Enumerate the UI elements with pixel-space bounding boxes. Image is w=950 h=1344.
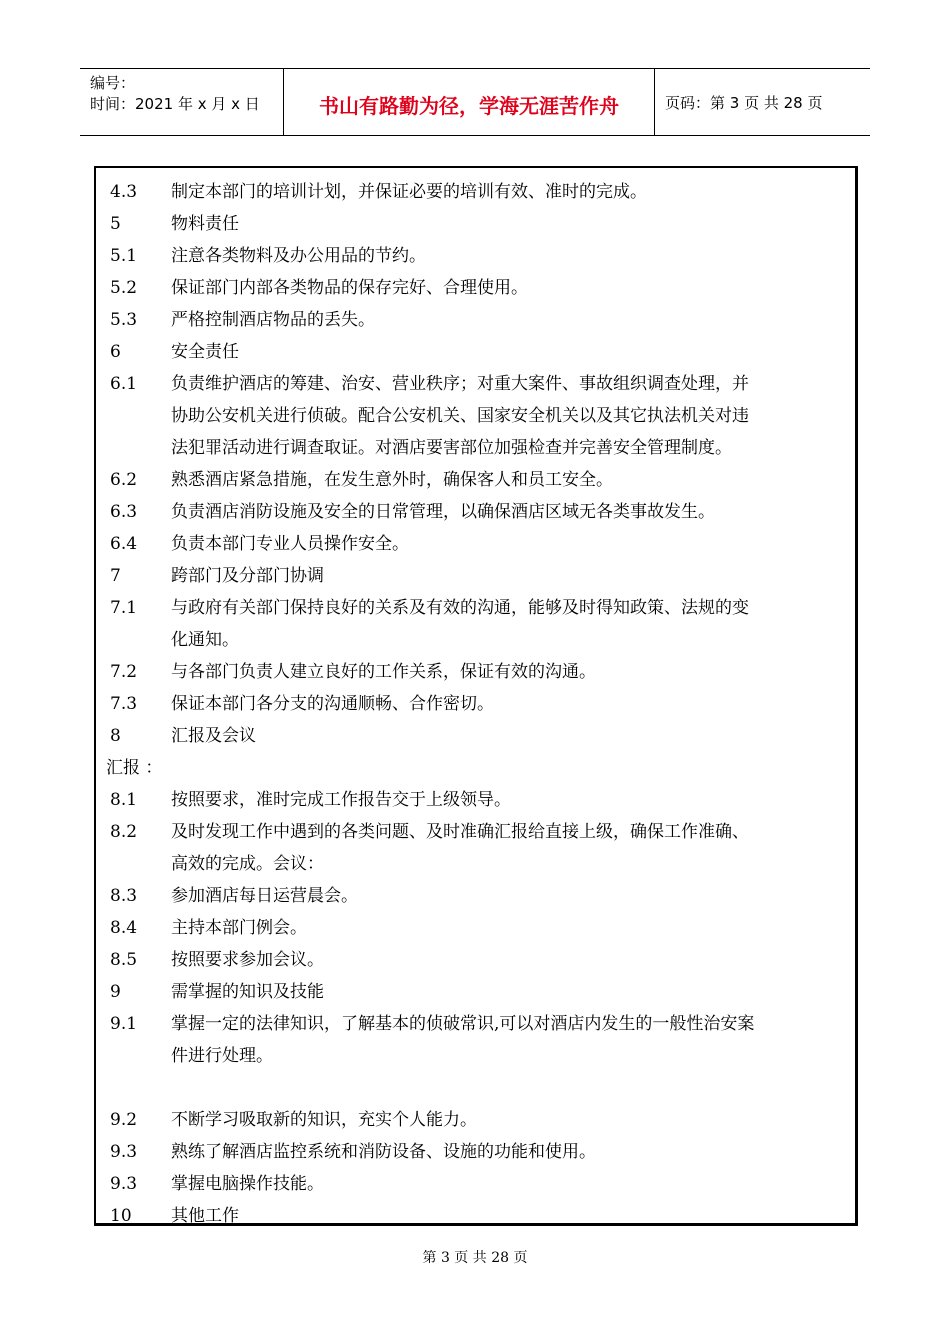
item-line: 保证部门内部各类物品的保存完好、合理使用。 bbox=[171, 278, 528, 298]
list-item bbox=[96, 240, 855, 272]
item-text bbox=[171, 464, 855, 496]
item-line: 协助公安机关进行侦破。配合公安机关、国家安全机关以及其它执法机关对违 bbox=[171, 406, 749, 426]
item-line: 及时发现工作中遇到的各类问题、及时准确汇报给直接上级，确保工作准确、 bbox=[171, 822, 749, 842]
item-text bbox=[171, 1200, 855, 1232]
list-item bbox=[96, 1136, 855, 1168]
item-text bbox=[171, 240, 855, 272]
list-item bbox=[96, 528, 855, 560]
item-text bbox=[171, 304, 855, 336]
item-number: 5 bbox=[110, 214, 121, 234]
header-motto: 书山有路勤为径，学海无涯苦作舟 bbox=[283, 69, 655, 135]
item-number: 4.3 bbox=[110, 182, 138, 202]
item-line: 负责本部门专业人员操作安全。 bbox=[171, 534, 409, 554]
item-text bbox=[171, 688, 855, 720]
item-number: 10 bbox=[110, 1206, 132, 1226]
list-item bbox=[96, 1168, 855, 1200]
item-text bbox=[171, 272, 855, 304]
item-line: 安全责任 bbox=[171, 342, 239, 362]
list-item bbox=[96, 1104, 855, 1136]
item-line: 熟悉酒店紧急措施，在发生意外时，确保客人和员工安全。 bbox=[171, 470, 613, 490]
list-item bbox=[96, 304, 855, 336]
item-line: 件进行处理。 bbox=[171, 1046, 273, 1066]
item-line: 熟练了解酒店监控系统和消防设备、设施的功能和使用。 bbox=[171, 1142, 596, 1162]
item-line: 物料责任 bbox=[171, 214, 239, 234]
item-number: 7.2 bbox=[110, 662, 138, 682]
item-number: 8.4 bbox=[110, 918, 138, 938]
item-number: 8.5 bbox=[110, 950, 138, 970]
item-text bbox=[171, 1136, 855, 1168]
item-text bbox=[171, 176, 855, 208]
item-line: 负责酒店消防设施及安全的日常管理，以确保酒店区域无各类事故发生。 bbox=[171, 502, 715, 522]
header-page-info: 页码：第 3 页 共 28 页 bbox=[665, 93, 823, 112]
item-number: 8.2 bbox=[110, 822, 138, 842]
item-number: 6.4 bbox=[110, 534, 138, 554]
page-header bbox=[80, 68, 870, 136]
list-item bbox=[96, 816, 855, 880]
item-text bbox=[171, 816, 855, 880]
item-line: 严格控制酒店物品的丢失。 bbox=[171, 310, 375, 330]
item-line: 注意各类物料及办公用品的节约。 bbox=[171, 246, 426, 266]
document-number-label: 编号： bbox=[90, 74, 136, 92]
item-text bbox=[171, 1104, 855, 1136]
list-item bbox=[96, 1008, 855, 1072]
item-text bbox=[171, 336, 855, 368]
list-item bbox=[96, 560, 855, 592]
item-text bbox=[171, 496, 855, 528]
item-line: 参加酒店每日运营晨会。 bbox=[171, 886, 358, 906]
list-item bbox=[96, 208, 855, 240]
item-text bbox=[171, 528, 855, 560]
item-list bbox=[96, 176, 855, 1232]
list-item bbox=[96, 176, 855, 208]
item-text bbox=[171, 944, 855, 976]
item-line: 掌握电脑操作技能。 bbox=[171, 1174, 324, 1194]
item-number: 9.3 bbox=[110, 1174, 138, 1194]
page-footer: 第 3 页 共 28 页 bbox=[422, 1250, 528, 1266]
list-item bbox=[96, 592, 855, 656]
item-number: 7 bbox=[110, 566, 121, 586]
item-number: 8.1 bbox=[110, 790, 138, 810]
item-text bbox=[171, 560, 855, 592]
list-item bbox=[96, 784, 855, 816]
item-line: 跨部门及分部门协调 bbox=[171, 566, 324, 586]
item-line: 保证本部门各分支的沟通顺畅、合作密切。 bbox=[171, 694, 494, 714]
item-line: 需掌握的知识及技能 bbox=[171, 982, 324, 1002]
item-line: 化通知。 bbox=[171, 630, 239, 650]
item-line: 汇报及会议 bbox=[171, 726, 256, 746]
list-item bbox=[96, 688, 855, 720]
item-line: 掌握一定的法律知识，了解基本的侦破常识,可以对酒店内发生的一般性治安案 bbox=[171, 1014, 755, 1034]
item-number: 7.3 bbox=[110, 694, 138, 714]
item-number: 9.1 bbox=[110, 1014, 138, 1034]
item-text bbox=[171, 784, 855, 816]
item-number: 5.2 bbox=[110, 278, 138, 298]
section-label: 汇报 ： bbox=[106, 758, 163, 778]
item-number: 6 bbox=[110, 342, 121, 362]
list-item bbox=[96, 464, 855, 496]
list-item bbox=[96, 976, 855, 1008]
item-number: 5.3 bbox=[110, 310, 138, 330]
content-box bbox=[94, 166, 858, 1226]
item-number: 8 bbox=[110, 726, 121, 746]
list-item bbox=[96, 496, 855, 528]
item-number: 9.2 bbox=[110, 1110, 138, 1130]
item-text bbox=[171, 1008, 855, 1072]
item-number: 6.1 bbox=[110, 374, 138, 394]
item-number: 9 bbox=[110, 982, 121, 1002]
list-item bbox=[96, 944, 855, 976]
item-line: 高效的完成。会议： bbox=[171, 854, 324, 874]
document-time-label: 时间：2021 年 x 月 x 日 bbox=[90, 95, 260, 113]
item-line: 按照要求，准时完成工作报告交于上级领导。 bbox=[171, 790, 511, 810]
list-item bbox=[96, 336, 855, 368]
spacer bbox=[96, 1072, 855, 1104]
item-number: 8.3 bbox=[110, 886, 138, 906]
item-text bbox=[171, 208, 855, 240]
item-line: 不断学习吸取新的知识，充实个人能力。 bbox=[171, 1110, 477, 1130]
list-item bbox=[96, 720, 855, 752]
item-line: 法犯罪活动进行调查取证。对酒店要害部位加强检查并完善安全管理制度。 bbox=[171, 438, 732, 458]
item-line: 其他工作 bbox=[171, 1206, 239, 1226]
item-text bbox=[171, 976, 855, 1008]
item-line: 负责维护酒店的筹建、治安、营业秩序；对重大案件、事故组织调查处理，并 bbox=[171, 374, 749, 394]
item-line: 与各部门负责人建立良好的工作关系，保证有效的沟通。 bbox=[171, 662, 596, 682]
list-item bbox=[96, 272, 855, 304]
header-meta bbox=[80, 69, 283, 135]
item-text bbox=[171, 720, 855, 752]
item-text bbox=[171, 592, 855, 656]
item-line: 制定本部门的培训计划，并保证必要的培训有效、准时的完成。 bbox=[171, 182, 647, 202]
item-number: 6.2 bbox=[110, 470, 138, 490]
list-item bbox=[96, 656, 855, 688]
list-item bbox=[96, 1200, 855, 1232]
item-number: 5.1 bbox=[110, 246, 138, 266]
item-line: 与政府有关部门保持良好的关系及有效的沟通，能够及时得知政策、法规的变 bbox=[171, 598, 749, 618]
item-line: 主持本部门例会。 bbox=[171, 918, 307, 938]
item-number: 9.3 bbox=[110, 1142, 138, 1162]
list-item bbox=[96, 880, 855, 912]
item-text bbox=[171, 368, 855, 464]
item-number: 6.3 bbox=[110, 502, 138, 522]
list-item bbox=[96, 368, 855, 464]
item-text bbox=[171, 656, 855, 688]
item-text bbox=[171, 1168, 855, 1200]
item-line: 按照要求参加会议。 bbox=[171, 950, 324, 970]
list-item bbox=[96, 912, 855, 944]
item-text bbox=[171, 880, 855, 912]
item-text bbox=[171, 912, 855, 944]
item-number: 7.1 bbox=[110, 598, 138, 618]
